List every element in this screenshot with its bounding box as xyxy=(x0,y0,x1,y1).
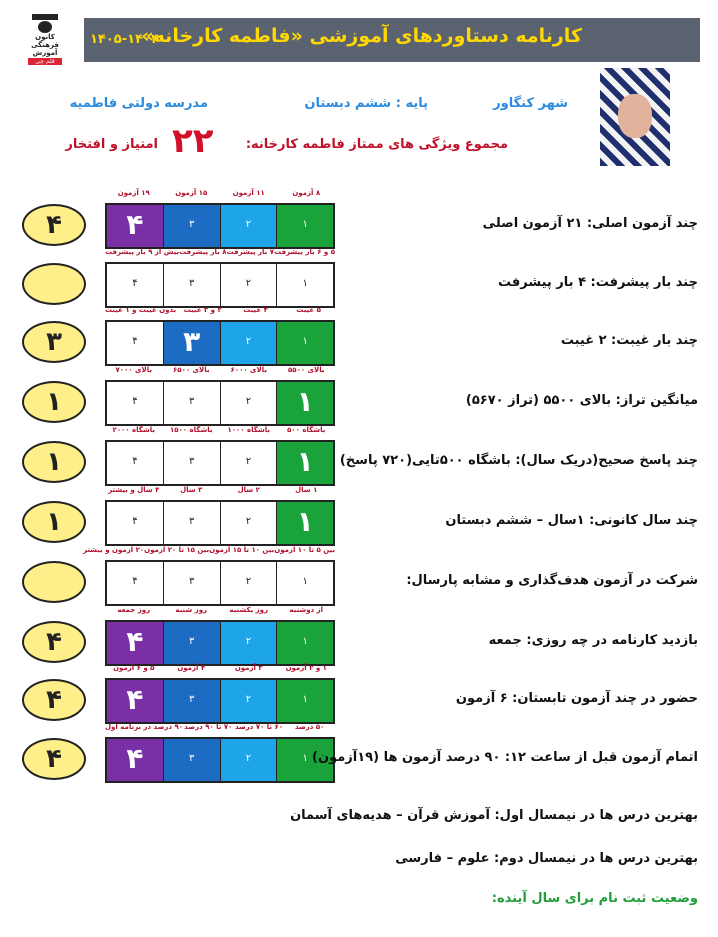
level-cell: ۲ xyxy=(220,205,277,247)
level-cell: ۲ xyxy=(220,680,277,722)
row-label: حضور در چند آزمون تابستان: ۶ آزمون xyxy=(455,691,698,706)
row-captions xyxy=(105,189,335,197)
level-row xyxy=(105,262,335,308)
level-row xyxy=(105,620,335,666)
row-caption: ۷ بار پیشرفت xyxy=(226,248,275,256)
row-label: اتمام آزمون قبل از ساعت ۱۲: ۹۰ درصد آزمون ها (۱۹آزمون) xyxy=(312,750,698,765)
row-caption: ۲ و ۳ غیبت xyxy=(183,306,222,314)
row-label: شرکت در آزمون هدف‌گذاری و مشابه پارسال: xyxy=(406,573,698,588)
row-caption: ۴ غیبت xyxy=(243,306,268,314)
person-icon xyxy=(38,21,52,33)
level-row xyxy=(105,440,335,486)
registration-status: وضعیت ثبت نام برای سال آینده: xyxy=(491,891,698,906)
row-caption: ۱۹ آزمون xyxy=(117,189,150,197)
row-caption: روز شنبه xyxy=(175,606,208,614)
level-cell: ۳ xyxy=(163,322,220,364)
row-captions xyxy=(105,306,335,314)
row-label: چند بار غیبت: ۲ غیبت xyxy=(560,333,698,348)
row-captions xyxy=(105,606,335,614)
row-caption: باشگاه ۱۰۰۰ xyxy=(227,426,270,434)
level-cell: ۴ xyxy=(132,516,138,527)
best-subjects-first-term: بهترین درس ها در نیمسال اول: آموزش قرآن – هدیه‌های آسمان xyxy=(290,808,698,823)
level-cell: ۳ xyxy=(163,382,220,424)
level-cell: ۴ xyxy=(132,576,138,587)
row-label: چند آزمون اصلی: ۲۱ آزمون اصلی xyxy=(482,216,698,231)
row-caption: از دوشنبه xyxy=(289,606,324,614)
row-caption: ۹۰ درصد در برنامه اول xyxy=(104,723,183,731)
row-caption: بالای ۵۵۰۰ xyxy=(288,366,325,374)
score-unit: امتیاز و افتخار xyxy=(65,137,158,152)
level-cell: ۴ xyxy=(107,680,163,722)
row-label: بازدید کارنامه در چه روزی: جمعه xyxy=(488,633,698,648)
level-cell: ۱ xyxy=(276,622,333,664)
page-title: کارنامه دستاوردهای آموزشی «فاطمه کارخانه» xyxy=(141,25,582,47)
row-caption: ۵۰ درصد xyxy=(294,723,325,731)
row-caption: ۳ آزمون xyxy=(234,664,263,672)
row-caption: بین ۱۵ تا ۲۰ آزمون xyxy=(144,546,210,554)
row-label: چند پاسخ صحیح(دریک سال): باشگاه ۵۰۰تایی(۷۲۰ پاسخ) xyxy=(339,453,698,468)
row-caption: ۸ بار پیشرفت xyxy=(179,248,227,256)
row-caption: باشگاه ۱۵۰۰ xyxy=(169,426,213,434)
row-score-badge: ۱ xyxy=(22,441,86,483)
row-caption: ۴ سال و بیشتر xyxy=(108,486,160,494)
level-cell: ۴ xyxy=(107,739,163,781)
row-caption: ۲۰ آزمون و بیشتر xyxy=(82,546,145,554)
level-cell: ۳ xyxy=(163,622,220,664)
level-cell: ۳ xyxy=(163,442,220,484)
row-score-badge: ۴ xyxy=(22,679,86,721)
info-grade: پایه : ششم دبستان xyxy=(304,96,428,111)
level-cell: ۲ xyxy=(220,502,277,544)
row-caption: روز یکشنبه xyxy=(229,606,269,614)
row-caption: بالای ۷۰۰۰ xyxy=(115,366,152,374)
row-caption: ۱۵ آزمون xyxy=(175,189,208,197)
row-score-badge: ۱ xyxy=(22,381,86,423)
row-caption: بدون غیبت و ۱ غیبت xyxy=(104,306,177,314)
academic-year: ۱۴۰۵-۱۴۰۴ xyxy=(90,32,159,47)
row-caption: بالای ۶۵۰۰ xyxy=(173,366,210,374)
level-row xyxy=(105,560,335,606)
row-score-badge xyxy=(22,561,86,603)
level-cell: ۲ xyxy=(220,322,277,364)
level-cell: ۱ xyxy=(276,205,333,247)
row-caption: ۶۰ تا ۷۰ درصد xyxy=(234,723,284,731)
level-cell: ۱ xyxy=(276,264,333,306)
level-cell: ۳ xyxy=(163,205,220,247)
row-captions xyxy=(105,426,335,434)
row-caption: ۷۰ تا ۹۰ درصد xyxy=(184,723,233,731)
row-captions xyxy=(105,248,335,256)
row-caption: ۱ و ۲ آزمون xyxy=(285,664,327,672)
kanoon-logo xyxy=(18,14,72,68)
level-cell: ۴ xyxy=(132,278,138,289)
level-cell: ۱ xyxy=(276,382,333,424)
row-captions xyxy=(82,546,335,554)
level-cell: ۳ xyxy=(163,739,220,781)
level-cell: ۳ xyxy=(163,680,220,722)
row-captions xyxy=(105,723,335,731)
row-caption: بالای ۶۰۰۰ xyxy=(230,366,267,374)
level-cell: ۱ xyxy=(276,322,333,364)
level-cell: ۱ xyxy=(276,502,333,544)
row-caption: ۴ آزمون xyxy=(177,664,206,672)
level-cell: ۲ xyxy=(220,382,277,424)
level-cell: ۴ xyxy=(132,456,138,467)
level-cell: ۲ xyxy=(220,562,277,604)
level-cell: ۲ xyxy=(220,739,277,781)
row-captions xyxy=(105,486,335,494)
row-score-badge: ۱ xyxy=(22,501,86,543)
level-cell: ۴ xyxy=(107,205,163,247)
level-cell: ۱ xyxy=(276,442,333,484)
level-cell: ۳ xyxy=(163,502,220,544)
best-subjects-second-term: بهترین درس ها در نیمسال دوم: علوم – فارسی xyxy=(395,851,698,866)
row-caption: بین ۱۰ تا ۱۵ آزمون xyxy=(209,546,275,554)
row-captions xyxy=(105,366,335,374)
logo-line-1: کانون xyxy=(35,33,55,41)
row-caption: بین ۵ تا ۱۰ آزمون xyxy=(274,546,335,554)
row-score-badge: ۳ xyxy=(22,321,86,363)
level-cell: ۴ xyxy=(132,336,138,347)
row-label: میانگین تراز: بالای ۵۵۰۰ (تراز ۵۶۷۰) xyxy=(465,393,698,408)
score-value: ۲۲ xyxy=(172,121,214,161)
level-row xyxy=(105,203,335,249)
score-label: مجموع ویژگی های ممتاز فاطمه کارخانه: xyxy=(245,137,508,152)
level-row xyxy=(105,678,335,724)
level-cell: ۱ xyxy=(276,739,333,781)
row-caption: بیش از ۹ بار پیشرفت xyxy=(104,248,180,256)
row-score-badge: ۴ xyxy=(22,204,86,246)
level-row xyxy=(105,500,335,546)
level-row xyxy=(105,380,335,426)
info-school: مدرسه دولتی فاطمیه xyxy=(69,96,208,111)
graduation-cap-icon xyxy=(32,14,58,20)
level-row xyxy=(105,320,335,366)
row-caption: ۵ غیبت xyxy=(296,306,321,314)
level-cell: ۴ xyxy=(107,622,163,664)
level-cell: ۲ xyxy=(220,622,277,664)
logo-tag: قلم چی xyxy=(28,58,62,65)
level-cell: ۱ xyxy=(276,680,333,722)
level-cell: ۲ xyxy=(220,264,277,306)
level-cell: ۳ xyxy=(163,562,220,604)
level-row xyxy=(105,737,335,783)
level-cell: ۴ xyxy=(132,396,138,407)
row-caption: باشگاه ۲۰۰۰ xyxy=(112,426,155,434)
row-score-badge: ۴ xyxy=(22,738,86,780)
row-captions xyxy=(105,664,335,672)
level-cell: ۱ xyxy=(276,562,333,604)
row-label: چند بار پیشرفت: ۴ بار پیشرفت xyxy=(497,275,698,290)
student-photo xyxy=(600,68,670,166)
logo-line-2: فرهنگی xyxy=(31,41,59,49)
row-caption: ۲ سال xyxy=(237,486,260,494)
row-caption: ۳ سال xyxy=(180,486,203,494)
row-caption: ۵ و ۶ آزمون xyxy=(113,664,155,672)
row-score-badge xyxy=(22,263,86,305)
face xyxy=(618,94,652,138)
row-score-badge: ۴ xyxy=(22,621,86,663)
row-caption: باشگاه ۵۰۰ xyxy=(287,426,326,434)
level-cell: ۲ xyxy=(220,442,277,484)
row-caption: روز جمعه xyxy=(117,606,151,614)
row-label: چند سال کانونی: ۱سال – ششم دبستان xyxy=(445,513,698,528)
header-banner xyxy=(84,18,700,62)
logo-line-3: آموزش xyxy=(32,49,58,57)
row-caption: ۱ سال xyxy=(295,486,318,494)
row-caption: ۸ آزمون xyxy=(292,189,321,197)
row-caption: ۵ و ۶ بار پیشرفت xyxy=(274,248,335,256)
row-caption: ۱۱ آزمون xyxy=(232,189,265,197)
info-city: شهر کنگاور xyxy=(493,96,568,111)
level-cell: ۳ xyxy=(163,264,220,306)
